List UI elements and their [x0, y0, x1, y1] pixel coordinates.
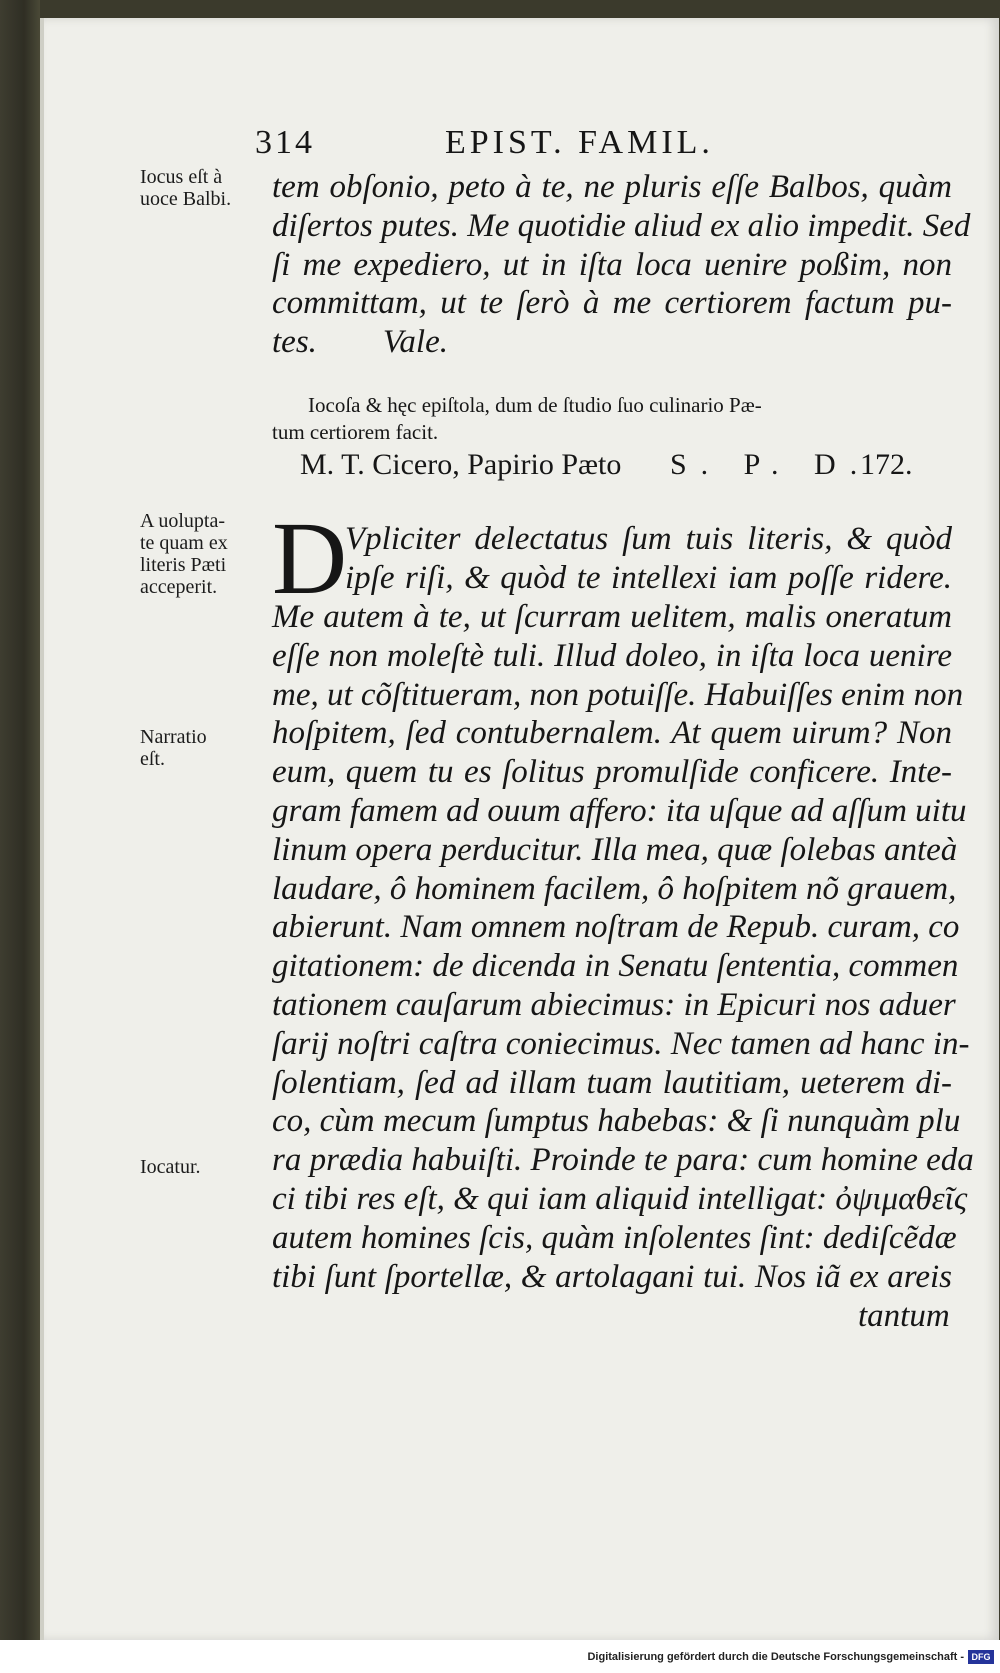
- commentary-line: tum certiorem facit.: [272, 420, 439, 444]
- margin-note-narratio: [140, 726, 270, 770]
- text-line: tationem cauſarum abiecimus: in Epicuri nos aduer: [272, 986, 956, 1023]
- running-title: EPIST. FAMIL.: [445, 124, 714, 161]
- margin-note-line: literis Pæti: [140, 554, 227, 576]
- letter-171-ending: [272, 168, 971, 362]
- text-line: autem homines ſcis, quàm inſolentes ſint: dediſcẽdæ: [272, 1219, 957, 1256]
- margin-note-iocatur: [140, 1156, 270, 1178]
- text-line: ipſe riſi, & quòd te intellexi iam poſſe ridere.: [345, 559, 952, 596]
- letter-172-opening: [345, 520, 952, 598]
- text-line: eum, quem tu es ſolitus promulſide conficere. Inte-: [272, 754, 952, 791]
- footer-credit: Digitalisierung gefördert durch die Deutsche Forschungsgemeinschaft -: [587, 1651, 964, 1663]
- text-line: ſolentiam, ſed ad illam tuam lautitiam, ueterem di-: [272, 1064, 952, 1101]
- text-line: co, cùm mecum ſumptus habebas: & ſi nunquàm plu: [272, 1103, 961, 1140]
- margin-note-uoluptate: [140, 510, 270, 598]
- text-line: tem obſonio, peto à te, ne pluris eſſe Balbos, quàm: [272, 169, 952, 205]
- salutation-names: M. T. Cicero, Papirio Pæto: [300, 448, 622, 481]
- margin-note-iocus: [140, 166, 270, 210]
- letter-salutation: [300, 448, 920, 488]
- text-line: linum opera perducitur. Illa mea, quæ ſolebas anteà: [272, 831, 958, 868]
- margin-note-line: A uolupta-: [140, 510, 225, 532]
- margin-note-line: Iocus eſt à: [140, 166, 223, 188]
- margin-note-line: eſt.: [140, 748, 165, 770]
- margin-note-line: Narratio: [140, 726, 207, 748]
- text-line: hoſpitem, ſed contubernalem. At quem uirum? Non: [272, 715, 952, 752]
- text-line: diſertos putes. Me quotidie aliud ex alio impedit. Sed: [272, 207, 971, 244]
- commentary-line: Iocoſa & hęc epiſtola, dum de ſtudio ſuo culinario Pæ-: [308, 393, 762, 417]
- text-line: ſi me expediero, ut in iſta loca uenire poßim, non: [272, 246, 952, 283]
- text-line: tes. Vale.: [272, 324, 448, 361]
- letter-number: 172.: [860, 448, 913, 481]
- text-line: gitationem: de dicenda in Senatu ſententia, commen: [272, 948, 959, 985]
- dfg-logo: DFG: [968, 1650, 994, 1664]
- margin-note-line: uoce Balbi.: [140, 188, 232, 210]
- text-line: ci tibi res eſt, & qui iam aliquid intelligat: ὀψιμαθεῖς: [272, 1180, 968, 1217]
- margin-note-line: te quam ex: [140, 532, 228, 554]
- margin-note-line: Iocatur.: [140, 1156, 201, 1178]
- text-line: ſarij noſtri caſtra coniecimus. Nec tamen ad hanc in-: [272, 1025, 970, 1062]
- drop-cap: D: [272, 501, 348, 616]
- text-line: committam, ut te ſerò à me certiorem factum pu-: [272, 285, 952, 322]
- text-line: Vpliciter delectatus ſum tuis literis, & quòd: [345, 521, 952, 557]
- text-line: laudare, ô hominem facilem, ô hoſpitem nõ grauem,: [272, 870, 957, 907]
- page-number: 314: [255, 124, 315, 161]
- text-line: ra prædia habuiſti. Proinde te para: cum homine eda: [272, 1142, 974, 1179]
- commentary-note: [272, 392, 952, 446]
- text-line: gram famem ad ouum affero: ita uſque ad aſſum uitu: [272, 792, 967, 829]
- book-spine-edge: [0, 0, 40, 1640]
- margin-note-line: acceperit.: [140, 576, 218, 598]
- text-line: Me autem à te, ut ſcurram uelitem, malis oneratum: [272, 599, 952, 635]
- text-line: abierunt. Nam omnem noſtram de Repub. curam, co: [272, 909, 960, 946]
- letter-172-body: [272, 598, 974, 1296]
- text-line: me, ut cõſtitueram, non potuiſſe. Habuiſſes enim non: [272, 676, 964, 713]
- salutation-spd: S. P. D.: [670, 448, 872, 481]
- catchword: tantum: [858, 1298, 950, 1334]
- text-line: eſſe non moleſtè tuli. Illud doleo, in iſta loca uenire: [272, 637, 952, 674]
- text-line: tibi ſunt ſportellæ, & artolagani tui. Nos iã ex areis: [272, 1258, 952, 1295]
